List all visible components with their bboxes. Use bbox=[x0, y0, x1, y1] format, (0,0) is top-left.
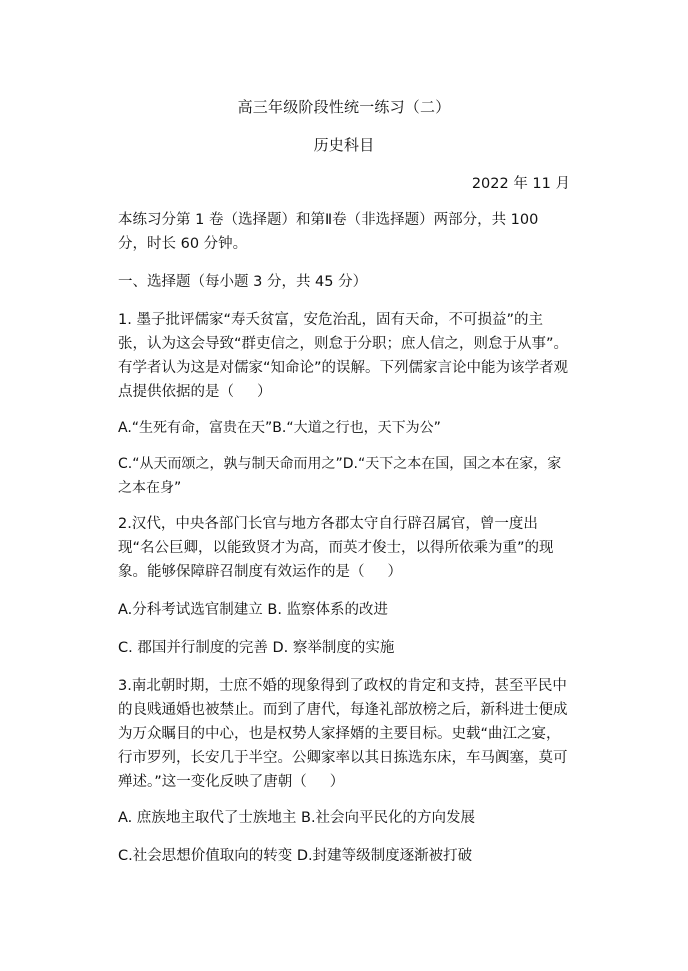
question-1-stem: 1. 墨子批评儒家“寿夭贫富，安危治乱，固有天命，不可损益”的主张，认为这会导致“群吏信之，则怠于分职；庶人信之，则怠于从事”。有学者认为这是对儒家“知命论”的误解。下列儒家言论中能为该学者观点提供依据的是（ ） bbox=[118, 312, 569, 400]
document-date: 2022 年 11 月 bbox=[471, 176, 570, 192]
question-2-options-cd: C. 郡国并行制度的完善 D. 察举制度的实施 bbox=[118, 640, 395, 656]
question-3-options-cd: C.社会思想价值取向的转变 D.封建等级制度逐渐被打破 bbox=[118, 848, 473, 864]
question-2-stem: 2.汉代，中央各部门长官与地方各郡太守自行辟召属官，曾一度出现“名公巨卿，以能致贤才为高，而英才俊士，以得所依乘为重”的现象。能够保障辟召制度有效运作的是（ ） bbox=[118, 516, 554, 580]
question-3-options-ab: A. 庶族地主取代了士族地主 B.社会向平民化的方向发展 bbox=[118, 810, 476, 826]
section-heading: 一、选择题（每小题 3 分，共 45 分） bbox=[118, 274, 368, 290]
question-3-stem: 3.南北朝时期，士庶不婚的现象得到了政权的肯定和支持，甚至平民中的良贱通婚也被禁止。而到了唐代，每逢礼部放榜之后，新科进士便成为万众瞩目的中心，也是权势人家择婿的主要目标。史载“曲江之宴，行市罗列，长安几于半空。公卿家率以其日拣选东床，车马阗塞，莫可殚述。”这一变化反映了唐朝（ ） bbox=[118, 678, 568, 790]
question-1-options-cd: C.“从天而颂之，孰与制天命而用之”D.“天下之本在国，国之本在家，家之本在身” bbox=[118, 456, 562, 496]
question-1-options-ab: A.“生死有命，富贵在天”B.“大道之行也，天下为公” bbox=[118, 420, 441, 436]
subject-title: 历史科目 bbox=[313, 136, 375, 154]
question-2-options-ab: A.分科考试选官制建立 B. 监察体系的改进 bbox=[118, 602, 389, 618]
document-title: 高三年级阶段性统一练习（二） bbox=[237, 98, 451, 116]
intro-paragraph: 本练习分第 1 卷（选择题）和第Ⅱ卷（非选择题）两部分，共 100 分，时长 60 分钟。 bbox=[118, 212, 543, 252]
